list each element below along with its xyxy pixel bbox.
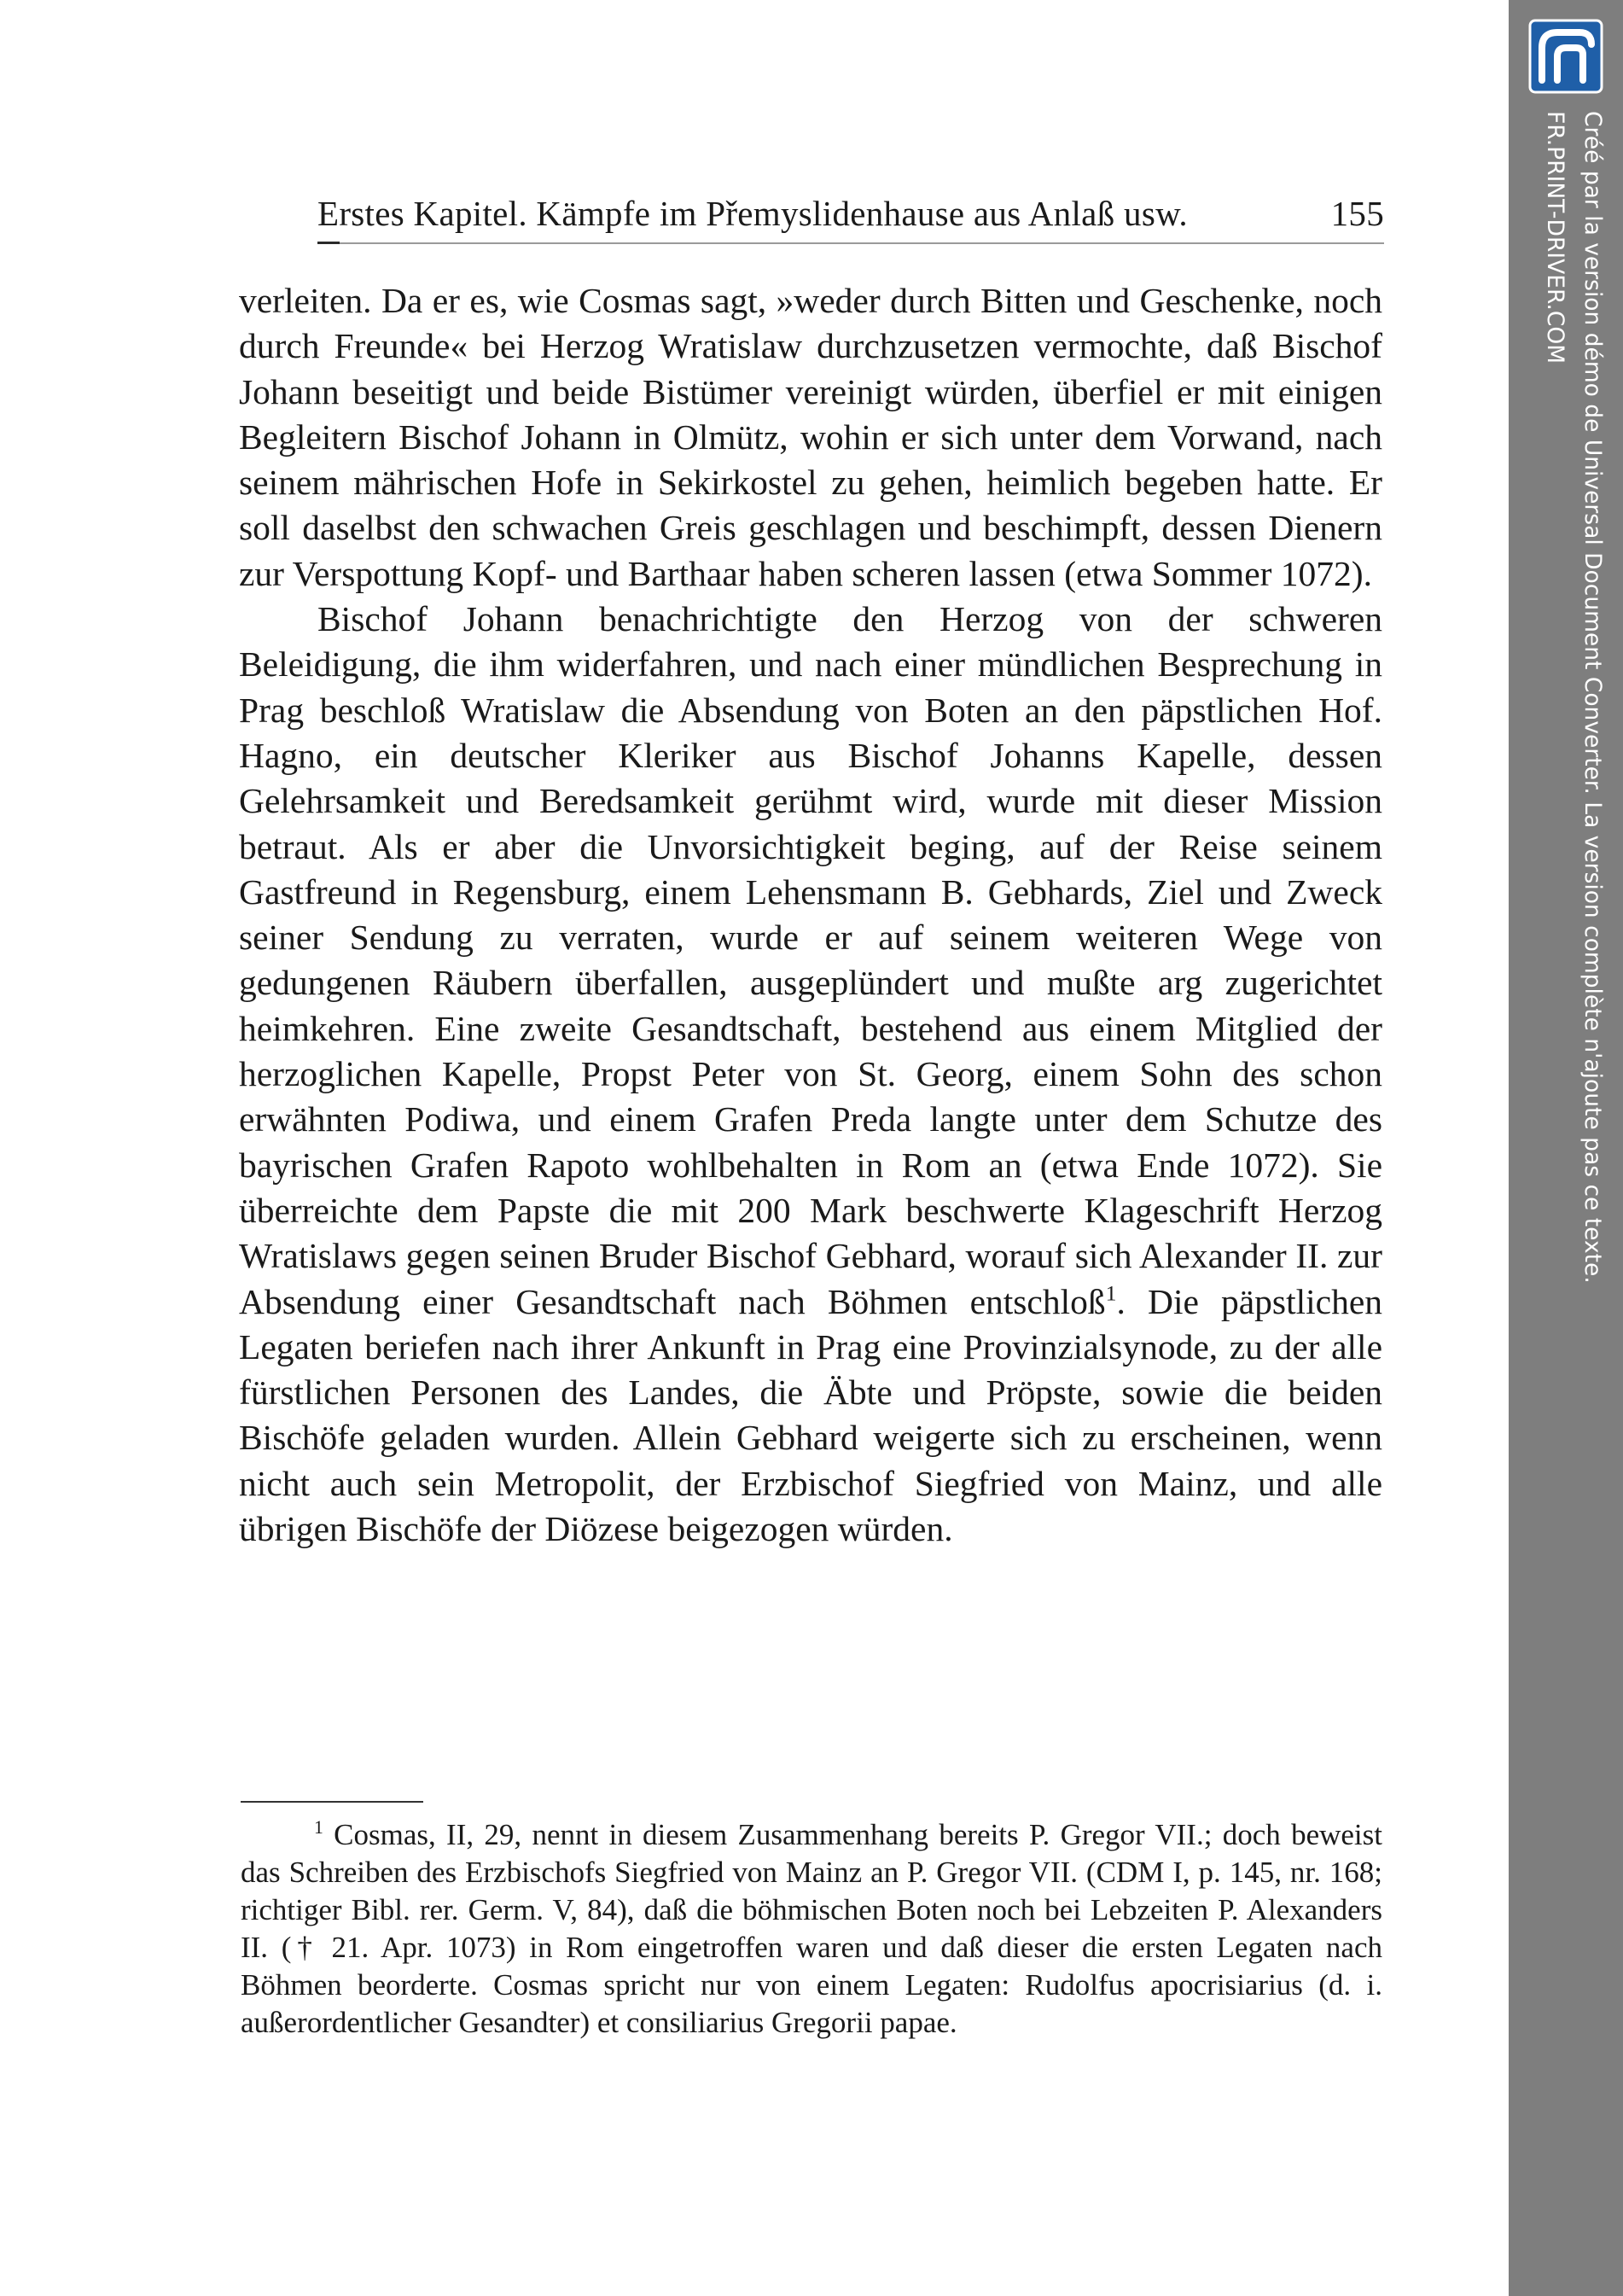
body-text bbox=[239, 278, 1382, 1552]
footnote bbox=[241, 1816, 1382, 2042]
page-number: 155 bbox=[1330, 194, 1384, 233]
header-rule bbox=[317, 242, 1384, 244]
watermark-line-2: FR.PRINT-DRIVER.COM bbox=[1542, 111, 1568, 364]
paragraph-2 bbox=[239, 597, 1382, 1552]
paragraph-2-part-a: Bischof Johann benachrichtigte den Herzog von der schweren Beleidigung, die ihm widerfahren, und nach einer mündlichen Besprechung in Prag beschloß Wratislaw die Absendung von Boten an den päpstlichen Hof. Hagno, ein deutscher Kleriker aus Bischof Johanns Kapelle, dessen Gelehrsamkeit und Beredsamkeit gerühmt wird, wurde mit dieser Mission betraut. Als er aber die Unvorsichtigkeit beging, auf der Reise seinem Gastfreund in Regensburg, einem Lehensmann B. Gebhards, Ziel und Zweck seiner Sendung zu verraten, wurde er auf seinem weiteren Wege von gedungenen Räubern überfallen, ausgeplündert und mußte arg zugerichtet heimkehren. Eine zweite Gesandtschaft, bestehend aus einem Mitglied der herzoglichen Kapelle, Propst Peter von St. Georg, einem Sohn des schon erwähnten Podiwa, und einem Grafen Preda langte unter dem Schutze des bayrischen Grafen Rapoto wohlbehalten in Rom an (etwa Ende 1072). Sie überreichte dem Papste die mit 200 Mark beschwerte Klageschrift Herzog Wratislaws gegen seinen Bruder Bischof Gebhard, worauf sich Alexander II. zur Absendung einer Gesandtschaft nach Böhmen entschloß bbox=[239, 599, 1382, 1321]
footnote-ref: 1 bbox=[1105, 1280, 1117, 1306]
running-head bbox=[317, 191, 1384, 236]
running-title: Erstes Kapitel. Kämpfe im Přemyslidenhause aus Anlaß usw. bbox=[317, 194, 1188, 233]
paragraph-2-part-b: . Die päpstlichen Legaten beriefen nach ihrer Ankunft in Prag eine Provinzialsynode, zu der alle fürstlichen Personen des Landes, die Äbte und Pröpste, sowie die beiden Bischöfe geladen wurden. Allein Gebhard weigerte sich zu erscheinen, wenn nicht auch sein Metropolit, der Erzbischof Siegfried von Mainz, und alle übrigen Bischöfe der Diözese beigezogen würden. bbox=[239, 1281, 1382, 1549]
printer-driver-logo-icon bbox=[1528, 19, 1603, 94]
footnote-marker: 1 bbox=[314, 1816, 323, 1838]
watermark-text bbox=[1536, 111, 1611, 2228]
footnote-paragraph bbox=[241, 1816, 1382, 2042]
footnote-text: Cosmas, II, 29, nennt in diesem Zusammenhang bereits P. Gregor VII.; doch beweist das Schreiben des Erzbischofs Siegfried von Mainz an P. Gregor VII. (CDM I, p. 145, nr. 168; richtiger Bibl. rer. Germ. V, 84), daß die böhmischen Boten noch bei Lebzeiten P. Alexanders II. († 21. Apr. 1073) in Rom eingetroffen waren und daß dieser die ersten Legaten nach Böhmen beorderte. Cosmas spricht nur von einem Legaten: Rudolfus apocrisiarius (d. i. außerordentlicher Gesandter) et consiliarius Gregorii papae. bbox=[241, 1818, 1382, 2039]
paragraph-1: verleiten. Da er es, wie Cosmas sagt, »weder durch Bitten und Geschenke, noch durch Freunde« bei Herzog Wratislaw durchzusetzen vermochte, daß Bischof Johann beseitigt und beide Bistümer vereinigt würden, überfiel er mit einigen Begleitern Bischof Johann in Olmütz, wohin er sich unter dem Vorwand, nach seinem mährischen Hofe in Sekirkostel zu gehen, heimlich begeben hatte. Er soll daselbst den schwachen Greis geschlagen und beschimpft, dessen Dienern zur Verspottung Kopf- und Barthaar haben scheren lassen (etwa Sommer 1072). bbox=[239, 281, 1382, 593]
footnote-rule bbox=[241, 1801, 423, 1803]
watermark-line-1: Créé par la version démo de Universal Document Converter. La version complète n'ajoute pas ce texte. bbox=[1579, 111, 1606, 1284]
